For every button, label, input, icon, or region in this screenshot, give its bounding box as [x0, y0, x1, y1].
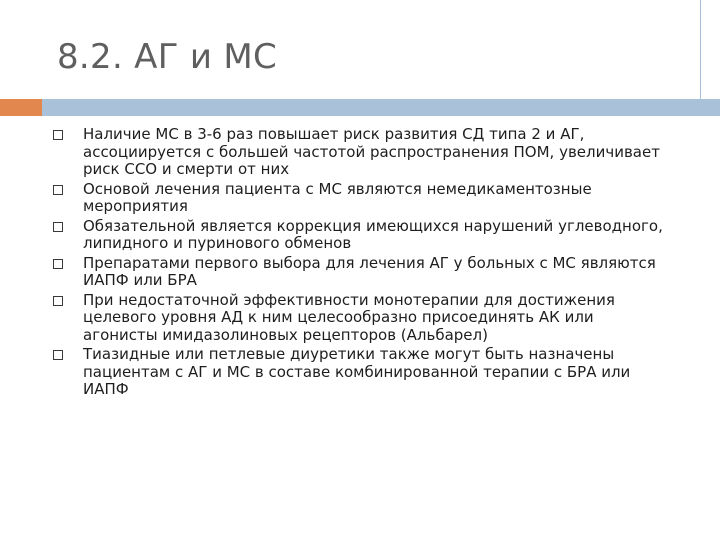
- bullet-text: Основой лечения пациента с МС являются немедикаментозные мероприятия: [83, 179, 592, 215]
- slide-title: 8.2. АГ и МС: [57, 37, 278, 77]
- bullet-text: Препаратами первого выбора для лечения АГ у больных с МС являются ИАПФ или БРА: [83, 253, 656, 289]
- hollow-square-icon: [53, 259, 63, 269]
- bullet-text: Наличие МС в 3-6 раз повышает риск развития СД типа 2 и АГ, ассоциируется с большей частотой распространения ПОМ, увеличивает риск ССО и смерти от них: [83, 125, 660, 178]
- bullet-item: [53, 346, 673, 399]
- bullet-list: [53, 126, 673, 401]
- bullet-item: [53, 181, 673, 216]
- hollow-square-icon: [53, 350, 63, 360]
- accent-vertical-line: [700, 0, 701, 99]
- accent-bar-orange: [0, 99, 42, 116]
- accent-bar-blue: [42, 99, 720, 116]
- bullet-item: [53, 218, 673, 253]
- hollow-square-icon: [53, 296, 63, 306]
- bullet-text: Обязательной является коррекция имеющихся нарушений углеводного, липидного и пуринового обменов: [83, 216, 663, 252]
- hollow-square-icon: [53, 130, 63, 140]
- bullet-item: [53, 255, 673, 290]
- bullet-item: [53, 126, 673, 179]
- bullet-text: Тиазидные или петлевые диуретики также могут быть назначены пациентам с АГ и МС в составе комбинированной терапии с БРА или ИАПФ: [83, 345, 631, 398]
- bullet-text: При недостаточной эффективности монотерапии для достижения целевого уровня АД к ним целесообразно присоединять АК или агонисты имидазолиновых рецепторов (Альбарел): [83, 290, 615, 344]
- bullet-item: [53, 292, 673, 345]
- hollow-square-icon: [53, 222, 63, 232]
- hollow-square-icon: [53, 185, 63, 195]
